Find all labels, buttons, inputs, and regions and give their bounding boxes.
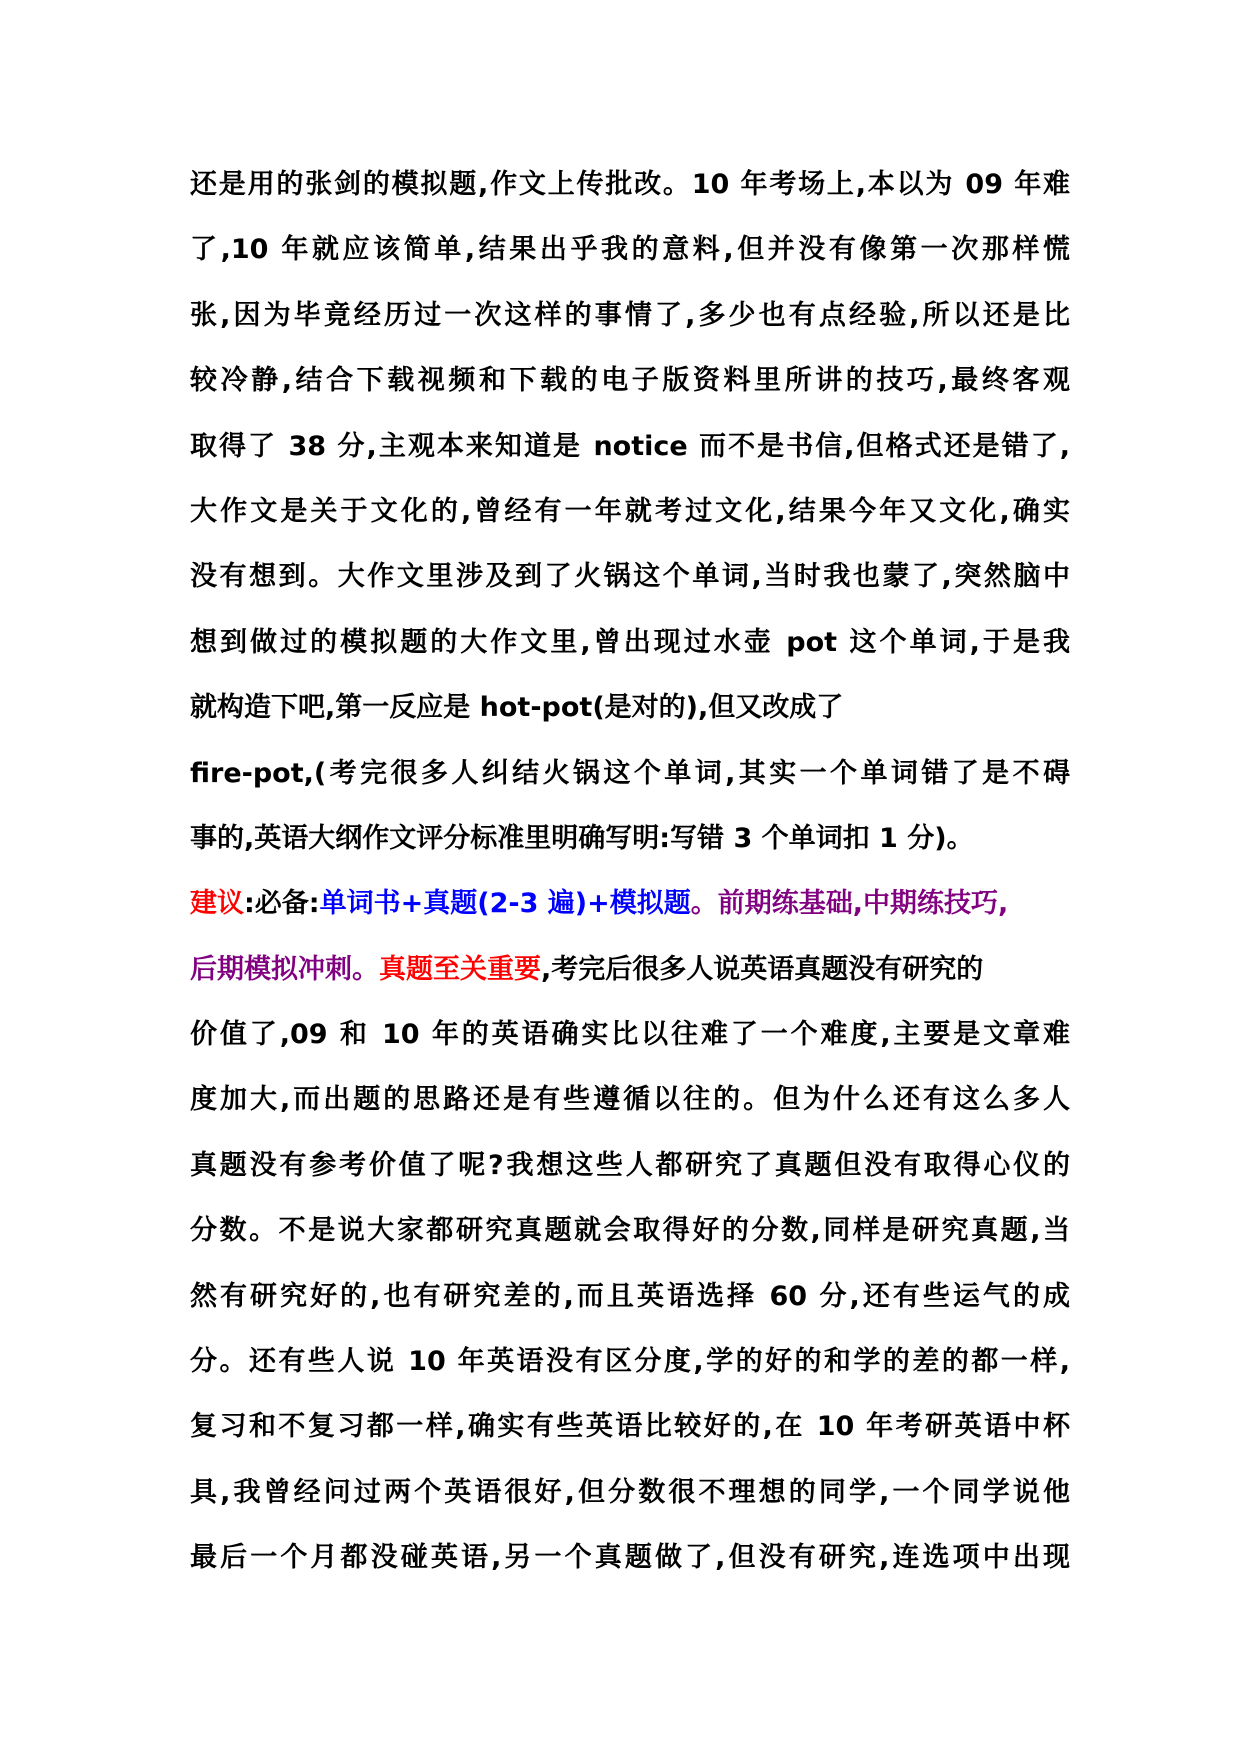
text-line-21: 具,我曾经问过两个英语很好,但分数很不理想的同学,一个同学说他: [190, 1476, 1070, 1508]
text-line-5: 取得了 38 分,主观本来知道是 notice 而不是书信,但格式还是错了,: [190, 430, 1070, 462]
text-line-20: 复习和不复习都一样,确实有些英语比较好的,在 10 年考研英语中杯: [190, 1411, 1070, 1443]
text-line-17: 分数。不是说大家都研究真题就会取得好的分数,同样是研究真题,当: [190, 1215, 1070, 1247]
text-line-16: 真题没有参考价值了呢?我想这些人都研究了真题但没有取得心仪的: [190, 1149, 1070, 1181]
text-line-11: 事的,英语大纲作文评分标准里明确写明:写错 3 个单词扣 1 分)。: [190, 822, 974, 854]
text-line-8: 想到做过的模拟题的大作文里,曾出现过水壶 pot 这个单词,于是我: [190, 626, 1070, 658]
advice-key-point: 真题至关重要: [379, 953, 541, 985]
advice-label: 建议: [190, 888, 244, 920]
advice-rest: ,考完后很多人说英语真题没有研究的: [541, 953, 984, 985]
text-line-1: 还是用的张剑的模拟题,作文上传批改。10 年考场上,本以为 09 年难: [190, 169, 1070, 200]
text-line-9: 就构造下吧,第一反应是 hot-pot(是对的),但又改成了: [190, 692, 844, 724]
advice-colon: :必备:: [244, 888, 320, 920]
body-text: [190, 152, 1070, 1591]
text-line-6: 大作文是关于文化的,曾经有一年就考过文化,结果今年又文化,确实: [190, 495, 1070, 527]
text-line-2: 了,10 年就应该简单,结果出乎我的意料,但并没有像第一次那样慌: [190, 234, 1070, 266]
advice-books: 单词书+真题(2-3 遍)+模拟题: [319, 888, 691, 920]
advice-phases-end: 后期模拟冲刺: [190, 953, 352, 985]
text-line-3: 张,因为毕竟经历过一次这样的事情了,多少也有点经验,所以还是比: [190, 299, 1070, 331]
text-line-4: 较冷静,结合下载视频和下载的电子版资料里所讲的技巧,最终客观: [190, 365, 1070, 397]
advice-line-2: [190, 937, 1070, 1002]
advice-period: 。: [352, 953, 379, 985]
text-line-7: 没有想到。大作文里涉及到了火锅这个单词,当时我也蒙了,突然脑中: [190, 561, 1070, 593]
advice-line-1: [190, 871, 1070, 936]
text-line-15: 度加大,而出题的思路还是有些遵循以往的。但为什么还有这么多人: [190, 1084, 1070, 1116]
text-line-10: fire-pot,(考完很多人纠结火锅这个单词,其实一个单词错了是不碍: [190, 757, 1070, 789]
advice-phases: 。前期练基础,中期练技巧,: [690, 888, 1009, 920]
text-line-22: 最后一个月都没碰英语,另一个真题做了,但没有研究,连选项中出现: [190, 1542, 1070, 1574]
text-line-19: 分。还有些人说 10 年英语没有区分度,学的好的和学的差的都一样,: [190, 1346, 1070, 1378]
text-line-18: 然有研究好的,也有研究差的,而且英语选择 60 分,还有些运气的成: [190, 1280, 1070, 1312]
text-line-14: 价值了,09 和 10 年的英语确实比以往难了一个难度,主要是文章难: [190, 1019, 1070, 1051]
